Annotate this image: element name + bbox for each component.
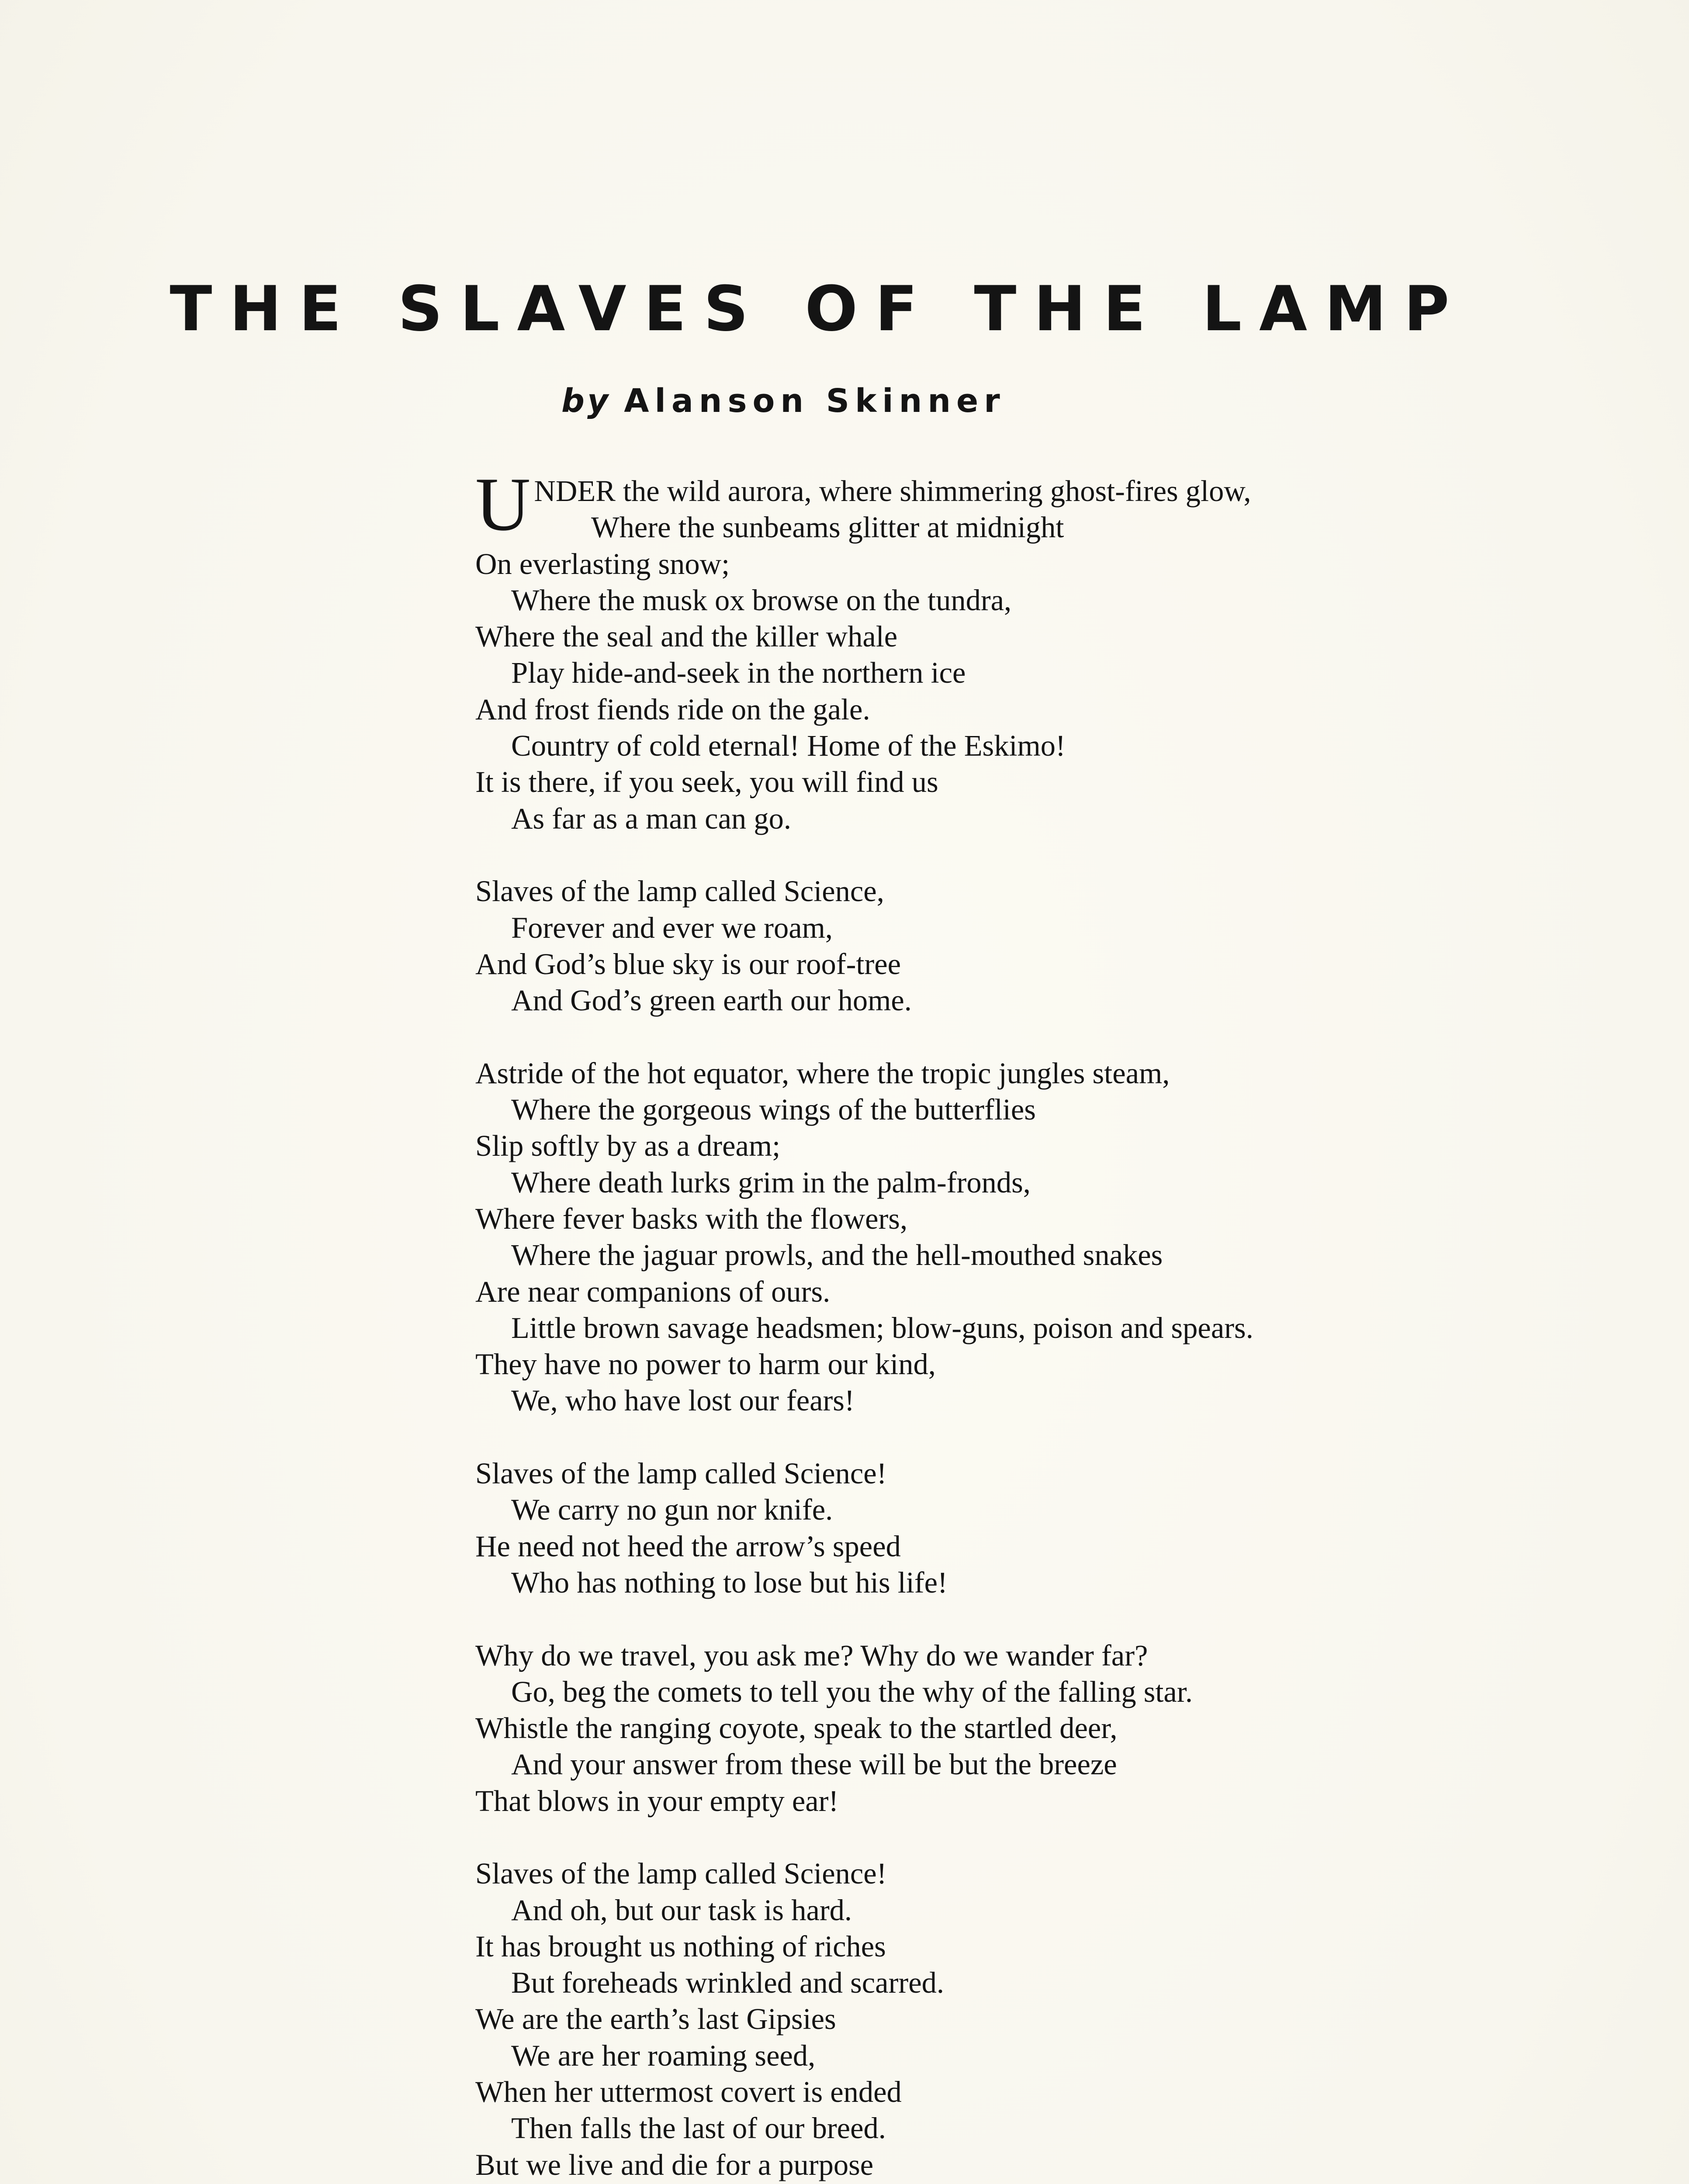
poem-line: When her uttermost covert is ended <box>475 2075 902 2109</box>
poem-line: Forever and ever we roam, <box>511 911 833 944</box>
poem-line: And oh, but our task is hard. <box>511 1893 852 1927</box>
byline-by: by <box>561 382 611 420</box>
poem-line: We, who have lost our fears! <box>511 1384 855 1417</box>
poem-line: They have no power to harm our kind, <box>475 1348 936 1381</box>
poem-line: But we live and die for a purpose <box>475 2148 874 2181</box>
poem-line: Slaves of the lamp called Science, <box>475 874 884 908</box>
poem-line: And God’s green earth our home. <box>511 984 912 1017</box>
poem-body <box>475 462 1253 2184</box>
drop-cap: U <box>475 462 531 546</box>
stanza-break <box>475 1819 1253 1856</box>
byline <box>561 379 1006 423</box>
poem-line: Country of cold eternal! Home of the Eskimo! <box>511 729 1066 763</box>
poem-line: Little brown savage headsmen; blow-guns, poison and spears. <box>511 1311 1253 1344</box>
poem-line: Where the sunbeams glitter at midnight <box>591 511 1064 544</box>
poem-line: Go, beg the comets to tell you the why of the falling star. <box>511 1675 1193 1708</box>
poem-line: He need not heed the arrow’s speed <box>475 1529 901 1563</box>
stanza-break <box>475 1601 1253 1637</box>
poem-line: Where the seal and the killer whale <box>475 620 898 653</box>
poem-line: But foreheads wrinkled and scarred. <box>511 1966 944 2000</box>
poem-line: Then falls the last of our breed. <box>511 2111 886 2145</box>
poem-line: Why do we travel, you ask me? Why do we wander far? <box>475 1638 1148 1672</box>
poem-line: Where the gorgeous wings of the butterflies <box>511 1093 1036 1127</box>
poem-title: THE SLAVES OF THE LAMP <box>170 273 1467 345</box>
poem-line: It has brought us nothing of riches <box>475 1929 886 1963</box>
poem-line: We carry no gun nor knife. <box>511 1493 833 1527</box>
poem-line: Slaves of the lamp called Science! <box>475 1857 887 1890</box>
poem-line: Are near companions of ours. <box>475 1275 831 1308</box>
poem-line: Slip softly by as a dream; <box>475 1129 781 1163</box>
poem-line: Play hide-and-seek in the northern ice <box>511 656 966 690</box>
poem-line: Where fever basks with the flowers, <box>475 1202 908 1235</box>
stanza-break <box>475 1419 1253 1455</box>
poem-line: On everlasting snow; <box>475 547 730 581</box>
poem-line: We are the earth’s last Gipsies <box>475 2002 836 2036</box>
poem-line: Where death lurks grim in the palm-fronds, <box>511 1165 1031 1199</box>
poem-line: And God’s blue sky is our roof-tree <box>475 947 901 981</box>
first-line-text: NDER the wild aurora, where shimmering ghost-fires glow, <box>534 474 1251 508</box>
poem-line: And frost fiends ride on the gale. <box>475 692 870 726</box>
poem-line: Where the musk ox browse on the tundra, <box>511 583 1012 617</box>
poem-line: Slaves of the lamp called Science! <box>475 1457 887 1490</box>
poem-line: And your answer from these will be but the breeze <box>511 1748 1117 1781</box>
byline-author: Alanson Skinner <box>624 382 1006 420</box>
stanza-break <box>475 1019 1253 1055</box>
poem-line: Astride of the hot equator, where the tropic jungles steam, <box>475 1056 1170 1090</box>
poem-line: As far as a man can go. <box>511 802 791 835</box>
poem-line: Who has nothing to lose but his life! <box>511 1565 948 1599</box>
poem-line: That blows in your empty ear! <box>475 1784 839 1818</box>
poem-line: It is there, if you seek, you will find us <box>475 765 938 799</box>
poem-line: We are her roaming seed, <box>511 2039 816 2072</box>
stanza-break <box>475 837 1253 873</box>
poem-line: Where the jaguar prowls, and the hell-mouthed snakes <box>511 1238 1163 1272</box>
poem-line: Whistle the ranging coyote, speak to the startled deer, <box>475 1711 1118 1745</box>
